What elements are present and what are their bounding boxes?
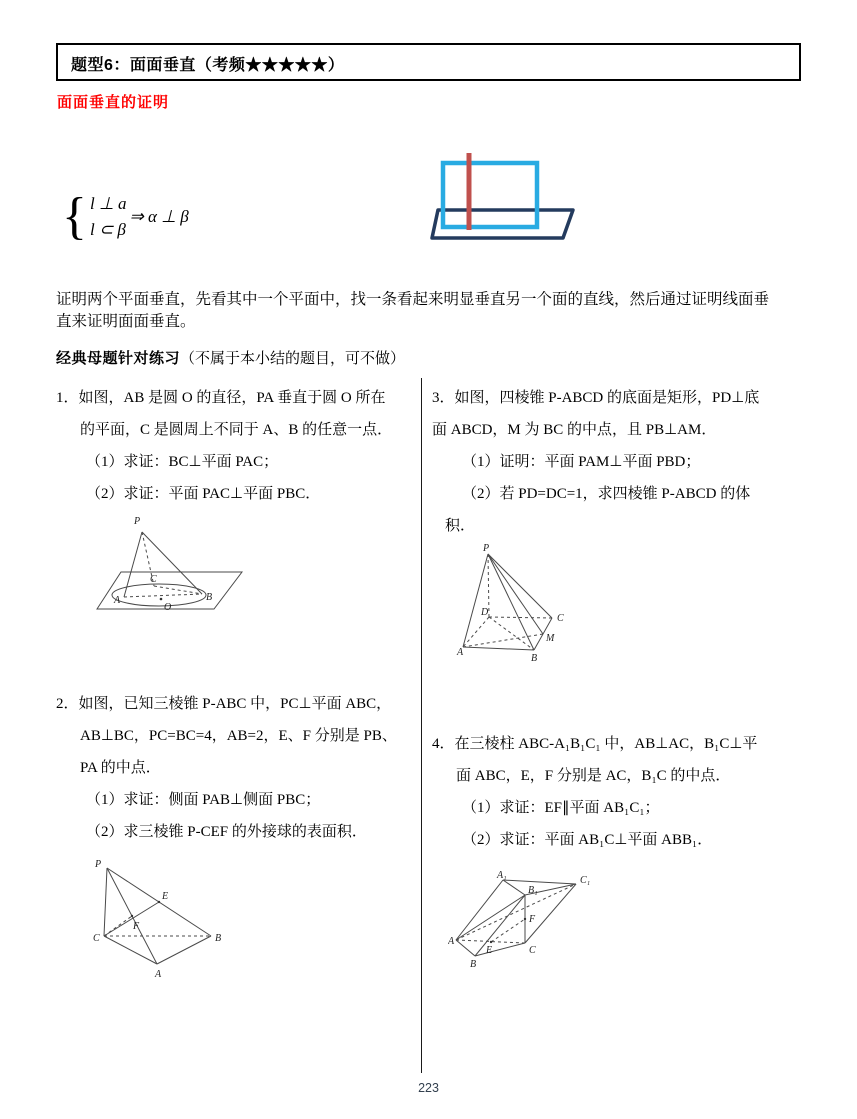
- edge-bc: [475, 943, 525, 956]
- problem-3-line: 3．如图，四棱锥 P-ABCD 的底面是矩形，PD⊥底: [432, 390, 760, 406]
- problem-3: [432, 382, 814, 542]
- point-e-dot: [490, 941, 492, 943]
- edge-a1b1: [503, 880, 525, 895]
- label-a: A: [155, 969, 162, 980]
- label-c: C: [93, 933, 100, 944]
- label-b: B: [206, 592, 213, 603]
- label-p: P: [134, 516, 141, 527]
- problem-4: [432, 728, 814, 856]
- problem-2-line: AB⊥BC，PC=BC=4，AB=2，E、F 分别是 PB、: [80, 728, 397, 744]
- section-heading: 面面垂直的证明: [57, 94, 170, 111]
- label-b: B: [531, 653, 538, 664]
- practice-heading-note: （不属于本小结的题目，可不做）: [180, 351, 406, 367]
- label-c: C: [557, 613, 564, 624]
- topic-title-box: [56, 43, 801, 81]
- problem-3-line: （1）证明：平面 PAM⊥平面 PBD；: [462, 454, 701, 470]
- label-d: D: [481, 607, 489, 618]
- intro-line-2: 直来证明面面垂直。: [56, 313, 196, 330]
- diagonal-db: [489, 617, 534, 650]
- center-o-dot: [160, 598, 163, 601]
- label-p: P: [95, 859, 102, 870]
- diagonal-ab1: [456, 895, 525, 940]
- problem-4-line: （1）求证：EF∥平面 AB₁C₁；: [462, 800, 660, 816]
- vertical-plane-shape: [443, 163, 537, 227]
- label-b1: B₁: [528, 885, 538, 896]
- perpendicular-planes-diagram: [425, 148, 580, 248]
- problem-2-line: （1）求证：侧面 PAB⊥侧面 PBC；: [86, 792, 321, 808]
- problem-4-line: 面 ABC，E，F 分别是 AC，B₁C 的中点．: [456, 768, 731, 784]
- circle-o: [112, 584, 206, 606]
- label-a: A: [457, 647, 464, 658]
- intro-paragraph: [56, 289, 806, 333]
- figure-4-triangular-prism: [448, 870, 608, 980]
- diameter-ab: [124, 594, 202, 597]
- problem-3-line: （2）若 PD=DC=1，求四棱锥 P-ABCD 的体: [462, 486, 751, 502]
- theorem-conclusion: ⇒ α ⊥ β: [129, 207, 189, 226]
- figure-3-rectangular-pyramid: [456, 542, 596, 674]
- label-e: E: [162, 891, 169, 902]
- problem-2-line: （2）求三棱锥 P-CEF 的外接球的表面积．: [86, 824, 367, 840]
- practice-heading: [56, 347, 405, 368]
- problem-4-line: 4．在三棱柱 ABC-A₁B₁C₁ 中，AB⊥AC，B₁C⊥平: [432, 736, 758, 752]
- edge-ab: [157, 936, 211, 964]
- condition-2: l ⊂ β: [89, 220, 126, 239]
- label-a: A: [114, 595, 121, 606]
- edge-dc: [489, 617, 552, 618]
- problem-2: [56, 688, 416, 848]
- theorem-conditions: [90, 191, 127, 243]
- edge-b1b: [475, 895, 525, 956]
- page-number: 223: [418, 1081, 439, 1095]
- problem-1-line: 1．如图，AB 是圆 O 的直径，PA 垂直于圆 O 所在: [56, 390, 386, 406]
- edge-ca: [104, 936, 157, 964]
- edge-pb: [488, 554, 534, 650]
- condition-1: l ⊥ a: [89, 194, 127, 213]
- label-e: E: [486, 945, 493, 956]
- problem-2-line: 2．如图，已知三棱锥 P-ABC 中，PC⊥平面 ABC，: [56, 696, 392, 712]
- problem-4-line: （2）求证：平面 AB₁C⊥平面 ABB₁．: [462, 832, 713, 848]
- edge-a1c1: [503, 880, 576, 884]
- column-divider: [421, 378, 422, 1073]
- problem-1-line: 的平面，C 是圆周上不同于 A、B 的任意一点．: [80, 422, 393, 438]
- point-e-dot: [158, 901, 160, 903]
- label-c: C: [150, 574, 157, 585]
- segment-ce: [104, 902, 159, 936]
- label-f: F: [133, 921, 140, 932]
- left-column: [56, 382, 416, 988]
- right-column: [432, 382, 814, 980]
- label-a1: A₁: [497, 870, 507, 881]
- edge-pc: [488, 554, 552, 618]
- label-c: C: [529, 945, 536, 956]
- problem-2-line: PA 的中点．: [80, 760, 161, 776]
- label-o: O: [164, 602, 172, 613]
- label-a: A: [448, 936, 455, 947]
- problem-1: [56, 382, 416, 510]
- label-c1: C₁: [580, 875, 591, 886]
- problem-3-line: 面 ABCD，M 为 BC 的中点，且 PB⊥AM．: [432, 422, 717, 438]
- horizontal-plane-shape: [432, 210, 573, 238]
- label-f: F: [529, 914, 536, 925]
- edge-pa: [124, 532, 142, 597]
- theorem-formula: [62, 188, 189, 246]
- label-b: B: [215, 933, 222, 944]
- problem-1-line: （1）求证：BC⊥平面 PAC；: [86, 454, 279, 470]
- label-m: M: [546, 633, 555, 644]
- point-f-dot: [131, 915, 133, 917]
- brace-glyph: {: [62, 188, 87, 245]
- intro-line-1: 证明两个平面垂直，先看其中一个平面中，找一条看起来明显垂直另一个面的直线，然后通过证明线面垂: [56, 291, 770, 308]
- figure-2-tetrahedron: [74, 856, 224, 988]
- edge-pc: [104, 868, 107, 936]
- segment-am: [463, 634, 543, 647]
- point-f-dot: [524, 918, 526, 920]
- diagonal-ac1: [456, 884, 576, 940]
- label-b: B: [470, 959, 477, 970]
- label-p: P: [483, 543, 490, 554]
- edge-ab: [456, 940, 475, 956]
- problem-3-line: 积．: [445, 518, 476, 534]
- topic-title: 题型6：面面垂直（考频★★★★★）: [71, 57, 345, 74]
- practice-heading-bold: 经典母题针对练习: [56, 350, 181, 367]
- edge-ab: [463, 647, 534, 650]
- figure-1-cone-on-plane: [74, 510, 246, 622]
- problem-1-line: （2）求证：平面 PAC⊥平面 PBC．: [86, 486, 321, 502]
